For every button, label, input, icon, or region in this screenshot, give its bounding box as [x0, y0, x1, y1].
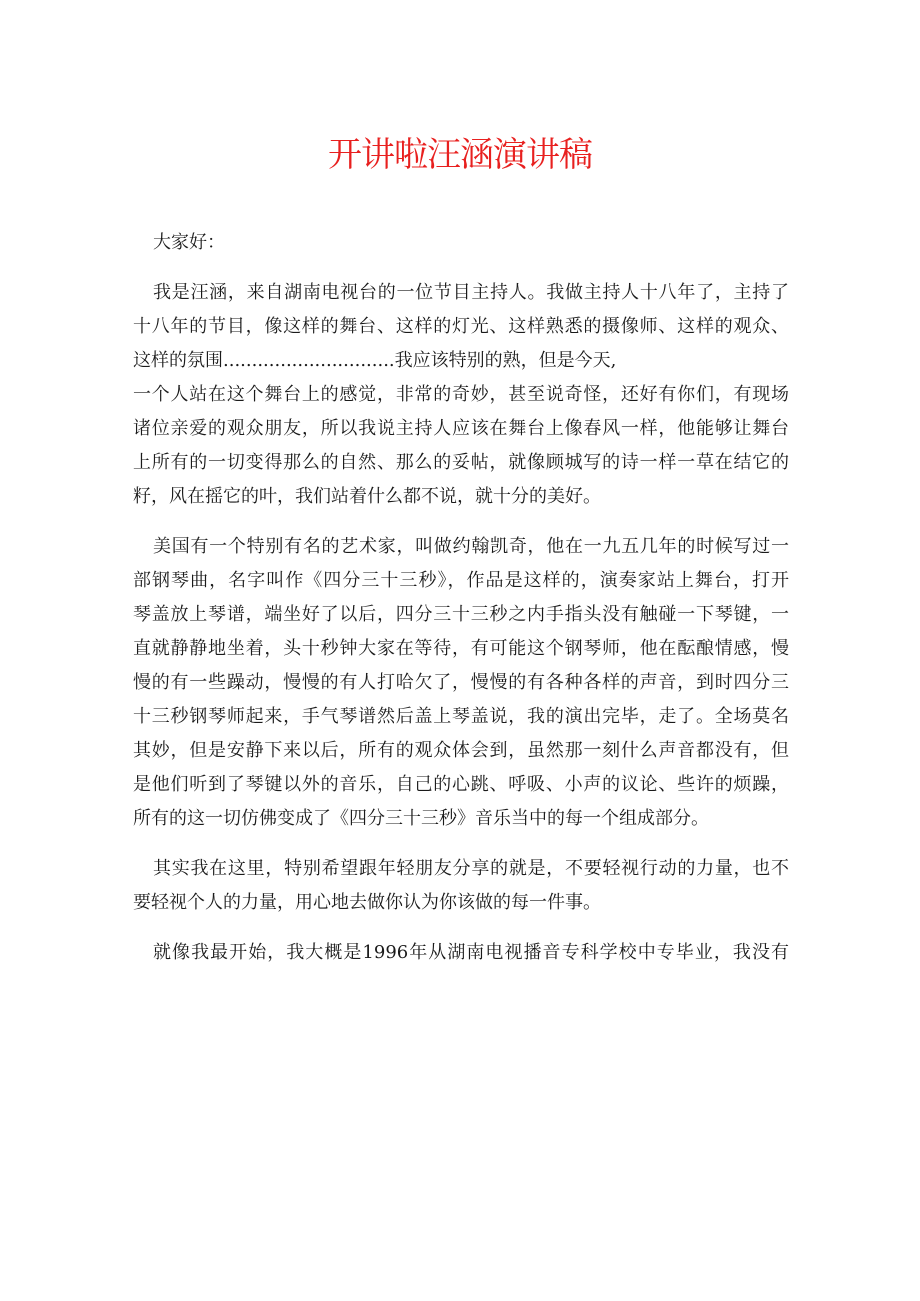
- body-line: 十八年的节目，像这样的舞台、这样的灯光、这样熟悉的摄像师、这样的观众、: [133, 316, 789, 337]
- body-line: 部钢琴曲，名字叫作《四分三十三秒》，作品是这样的，演奏家站上舞台，打开: [133, 570, 789, 591]
- body-line: 诸位亲爱的观众朋友，所以我说主持人应该在舞台上像春风一样，他能够让舞台: [133, 418, 789, 439]
- body-line: 慢的有一些躁动，慢慢的有人打哈欠了，慢慢的有各种各样的声音，到时四分三: [133, 672, 789, 693]
- body-line: 直就静静地坐着，头十秒钟大家在等待，有可能这个钢琴师，他在酝酿情感，慢: [133, 638, 789, 659]
- body-line: 是他们听到了琴键以外的音乐，自己的心跳、呼吸、小声的议论、些许的烦躁，: [133, 774, 789, 795]
- body-line: 要轻视个人的力量，用心地去做你认为你该做的每一件事。: [133, 892, 601, 913]
- body-line: 所有的这一切仿佛变成了《四分三十三秒》音乐当中的每一个组成部分。: [133, 808, 709, 829]
- body-line: 籽，风在摇它的叶，我们站着什么都不说，就十分的美好。: [133, 486, 601, 507]
- body-line: 一个人站在这个舞台上的感觉，非常的奇妙，甚至说奇怪，还好有你们，有现场: [133, 384, 789, 405]
- body-line: 其实我在这里，特别希望跟年轻朋友分享的就是，不要轻视行动的力量，也不: [153, 858, 789, 879]
- body-line: 琴盖放上琴谱，端坐好了以后，四分三十三秒之内手指头没有触碰一下琴键，一: [133, 604, 789, 625]
- body-line: 大家好：: [153, 232, 225, 253]
- body-line: 我是汪涵，来自湖南电视台的一位节目主持人。我做主持人十八年了，主持了: [153, 282, 789, 303]
- body-line: 这样的氛围..............................我应该特别的熟，但是今天,: [133, 350, 617, 371]
- body-line: 上所有的一切变得那么的自然、那么的妥帖，就像顾城写的诗一样一草在结它的: [133, 452, 789, 473]
- body-line: 就像我最开始，我大概是1996年从湖南电视播音专科学校中专毕业，我没有: [153, 942, 789, 963]
- document-title: 开讲啦汪涵演讲稿: [328, 135, 592, 175]
- body-line: 其妙，但是安静下来以后，所有的观众体会到，虽然那一刻什么声音都没有，但: [133, 740, 789, 761]
- document-body: [133, 226, 789, 970]
- body-line: 十三秒钢琴师起来，手气琴谱然后盖上琴盖说，我的演出完毕，走了。全场莫名: [133, 706, 789, 727]
- body-line: 美国有一个特别有名的艺术家，叫做约翰凯奇，他在一九五几年的时候写过一: [153, 536, 789, 557]
